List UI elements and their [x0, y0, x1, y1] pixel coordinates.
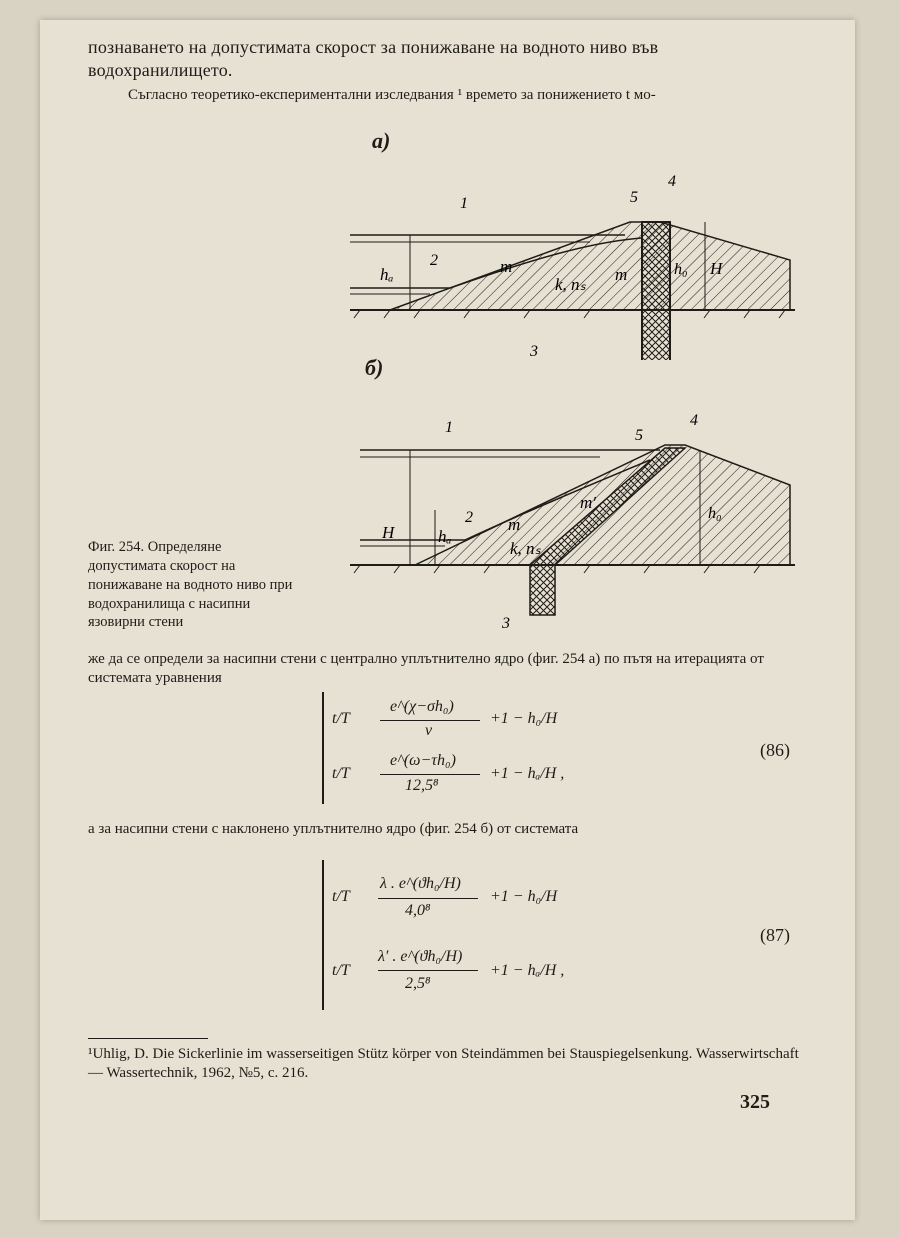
- eq86-num-1: e^(χ−σh₀): [390, 698, 454, 715]
- figure-a-label: а): [372, 128, 391, 153]
- eq87-lhs-1: t/T: [332, 888, 350, 905]
- fig-a-label-ha: hₐ: [380, 265, 394, 284]
- fig-a-label-2: 2: [430, 252, 438, 269]
- paragraph-theory: Съгласно теоретико-експериментални изследвания ¹ времето за понижението t мо-: [128, 87, 656, 103]
- eq86-den-1: ν: [425, 722, 433, 739]
- eq87-number: (87): [760, 925, 790, 945]
- footnote: ¹Uhlig, D. Die Sickerlinie im wasserseitigen Stütz körper von Steindämmen bei Stauspiegelsenkung. Wasserwirtschaft — Wassertechnik, 1962, №5, с. 216.: [88, 1046, 799, 1081]
- fig-b-label-5: 5: [635, 427, 643, 444]
- figure-b-diagram: [330, 390, 800, 630]
- figure-a-diagram: [330, 150, 800, 360]
- footnote-rule: [88, 1038, 208, 1039]
- eq87-num-2: λ′ . e^(ϑh₀/H): [378, 948, 463, 965]
- eq86-lhs-2: t/T: [332, 765, 350, 782]
- fig-b-label-4: 4: [690, 412, 698, 429]
- fig-b-label-2: 2: [465, 509, 473, 526]
- eq87-tail-1: +1 − h₀/H: [490, 888, 558, 905]
- eq87-tail-2: +1 − hₐ/H ,: [490, 962, 565, 979]
- eq86-num-2: e^(ω−τh₀): [390, 752, 456, 769]
- fig-b-label-m-prime: m′: [580, 493, 596, 512]
- paragraph-inclined-core: а за насипни стени с наклонено уплътнително ядро (фиг. 254 б) от системата: [88, 821, 579, 837]
- eq86-tail-2: +1 − hₐ/H ,: [490, 765, 565, 782]
- page-number: 325: [740, 1091, 770, 1113]
- fig-a-label-4: 4: [668, 173, 676, 190]
- figure-b-label: б): [365, 355, 384, 380]
- fig-a-label-H: H: [710, 259, 723, 278]
- eq86-number: (86): [760, 740, 790, 760]
- eq86-den-2: 12,5⁸: [405, 777, 439, 794]
- eq87-fraction-bar-2: [378, 970, 478, 971]
- fig-a-label-h0: h₀: [674, 261, 688, 278]
- eq87-den-2: 2,5⁸: [405, 975, 431, 992]
- fig-a-label-5: 5: [630, 189, 638, 206]
- fig-b-label-ha: hₐ: [438, 527, 452, 546]
- eq87-bracket: [322, 860, 324, 1010]
- fig-a-label-m: m: [500, 257, 513, 276]
- eq86-tail-1: +1 − h₀/H: [490, 710, 558, 727]
- book-page: [40, 20, 855, 1220]
- fig-b-label-H: H: [382, 523, 395, 542]
- fig-b-label-h0: h₀: [708, 505, 722, 522]
- paragraph-central-core: же да се определи за насипни стени с централно уплътнително ядро (фиг. 254 а) по пътя на итерацията от системата уравнения: [88, 651, 764, 686]
- eq87-den-1: 4,0⁸: [405, 902, 431, 919]
- eq86-fraction-bar-1: [380, 720, 480, 721]
- fig-b-label-kns: k, nₛ: [510, 539, 541, 558]
- eq86-bracket: [322, 692, 324, 804]
- eq87-num-1: λ . e^(ϑh₀/H): [380, 875, 461, 892]
- eq86-lhs-1: t/T: [332, 710, 350, 727]
- fig-b-label-3: 3: [502, 615, 510, 630]
- eq87-lhs-2: t/T: [332, 962, 350, 979]
- figure-caption: Фиг. 254. Определяне допустимата скорост на понижаване на водното ниво при водохранилища с насипни язовирни стени: [88, 539, 293, 631]
- fig-a-label-m2: m: [615, 265, 628, 284]
- fig-a-label-3: 3: [530, 343, 538, 360]
- fig-b-label-m: m: [508, 515, 521, 534]
- paragraph-intro: познаването на допустимата скорост за понижаване на водното ниво във водохранилището.: [88, 37, 659, 80]
- eq86-fraction-bar-2: [380, 774, 480, 775]
- fig-b-label-1: 1: [445, 419, 453, 436]
- eq87-fraction-bar-1: [378, 898, 478, 899]
- fig-a-label-1: 1: [460, 195, 468, 212]
- fig-a-label-kns: k, nₛ: [555, 275, 586, 294]
